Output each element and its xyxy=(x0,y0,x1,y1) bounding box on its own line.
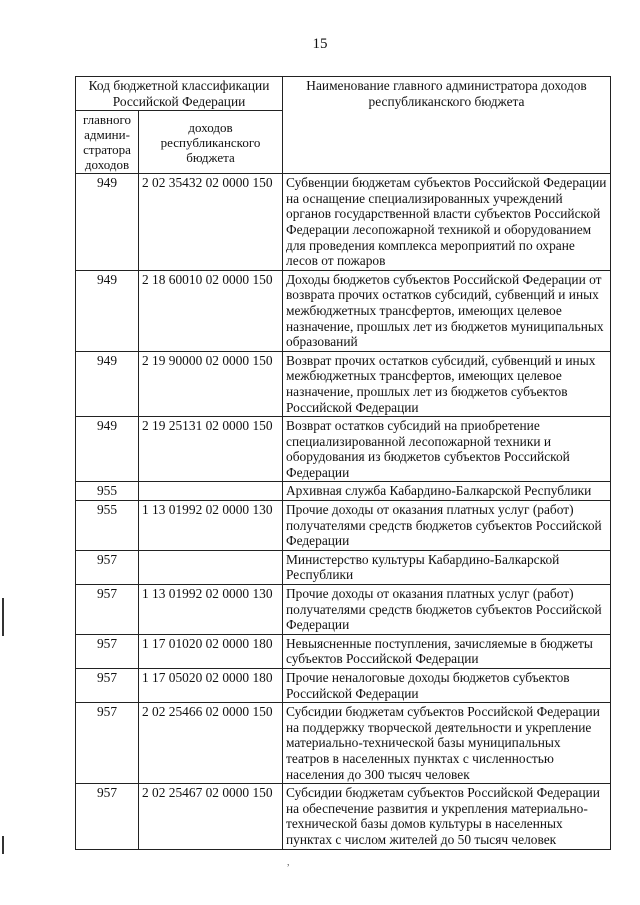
table-row xyxy=(76,585,611,635)
admin-code-cell: 957 xyxy=(76,585,139,635)
revenue-name-cell: Прочие доходы от оказания платных услуг (работ) получателями средств бюджетов субъектов Российской Федерации xyxy=(283,501,611,551)
admin-code-cell: 955 xyxy=(76,482,139,501)
admin-code-cell: 957 xyxy=(76,634,139,668)
revenue-code-cell: 2 02 25466 02 0000 150 xyxy=(139,703,283,784)
revenue-name-cell: Прочие доходы от оказания платных услуг (работ) получателями средств бюджетов субъектов Российской Федерации xyxy=(283,585,611,635)
scan-edge-mark xyxy=(2,836,4,854)
revenue-code-cell xyxy=(139,482,283,501)
budget-classification-table xyxy=(75,76,611,850)
table-row xyxy=(76,669,611,703)
admin-code-cell: 949 xyxy=(76,270,139,351)
revenue-code-cell: 1 17 01020 02 0000 180 xyxy=(139,634,283,668)
table-row xyxy=(76,550,611,584)
revenue-name-cell: Министерство культуры Кабардино-Балкарской Республики xyxy=(283,550,611,584)
revenue-code-cell: 2 02 35432 02 0000 150 xyxy=(139,174,283,271)
revenue-code-cell: 2 19 90000 02 0000 150 xyxy=(139,351,283,416)
header-main-administrator: главного админи-стратора доходов xyxy=(76,111,139,174)
admin-code-cell: 957 xyxy=(76,784,139,849)
header-administrator-name: Наименование главного администратора доходов республиканского бюджета xyxy=(283,77,611,174)
revenue-code-cell: 1 13 01992 02 0000 130 xyxy=(139,585,283,635)
table-row xyxy=(76,174,611,271)
revenue-name-cell: Субвенции бюджетам субъектов Российской Федерации на оснащение специализированных учреждений органов государственной власти субъектов Российской Федерации лесопожарной техникой и оборудованием для проведения комплекса мероприятий по охране лесов от пожаров xyxy=(283,174,611,271)
revenue-name-cell: Доходы бюджетов субъектов Российской Федерации от возврата прочих остатков субсидий, субвенций и иных межбюджетных трансфертов, имеющих целевое назначение, прошлых лет из бюджетов муниципальных образований xyxy=(283,270,611,351)
revenue-code-cell: 2 19 25131 02 0000 150 xyxy=(139,417,283,482)
revenue-name-cell: Субсидии бюджетам субъектов Российской Федерации на обеспечение развития и укрепления материально-технической базы домов культуры в населенных пунктах с числом жителей до 50 тысяч человек xyxy=(283,784,611,849)
table-row xyxy=(76,703,611,784)
table-row xyxy=(76,417,611,482)
table-header-row xyxy=(76,77,611,111)
revenue-name-cell: Возврат прочих остатков субсидий, субвенций и иных межбюджетных трансфертов, имеющих целевое назначение, прошлых лет из бюджетов субъектов Российской Федерации xyxy=(283,351,611,416)
table-row xyxy=(76,634,611,668)
revenue-code-cell: 2 18 60010 02 0000 150 xyxy=(139,270,283,351)
admin-code-cell: 949 xyxy=(76,417,139,482)
revenue-name-cell: Возврат остатков субсидий на приобретение специализированной лесопожарной техники и оборудования из бюджетов субъектов Российской Федерации xyxy=(283,417,611,482)
revenue-name-cell: Невыясненные поступления, зачисляемые в бюджеты субъектов Российской Федерации xyxy=(283,634,611,668)
header-budget-classification-code: Код бюджетной классификации Российской Федерации xyxy=(76,77,283,111)
admin-code-cell: 957 xyxy=(76,703,139,784)
table-row xyxy=(76,501,611,551)
admin-code-cell: 957 xyxy=(76,669,139,703)
admin-code-cell: 957 xyxy=(76,550,139,584)
revenue-name-cell: Прочие неналоговые доходы бюджетов субъектов Российской Федерации xyxy=(283,669,611,703)
revenue-code-cell: 1 17 05020 02 0000 180 xyxy=(139,669,283,703)
admin-code-cell: 949 xyxy=(76,351,139,416)
table-row xyxy=(76,482,611,501)
revenue-name-cell: Архивная служба Кабардино-Балкарской Республики xyxy=(283,482,611,501)
revenue-code-cell: 1 13 01992 02 0000 130 xyxy=(139,501,283,551)
scan-edge-mark xyxy=(2,598,4,636)
revenue-name-cell: Субсидии бюджетам субъектов Российской Федерации на поддержку творческой деятельности и укрепление материально-технической базы муниципальных театров в населенных пунктах с численностью населения до 300 тысяч человек xyxy=(283,703,611,784)
page-number: 15 xyxy=(312,36,328,52)
table-row xyxy=(76,784,611,849)
revenue-code-cell xyxy=(139,550,283,584)
table-row xyxy=(76,351,611,416)
admin-code-cell: 949 xyxy=(76,174,139,271)
scan-speck: , xyxy=(287,857,290,868)
revenue-code-cell: 2 02 25467 02 0000 150 xyxy=(139,784,283,849)
header-revenue-code: доходов республиканского бюджета xyxy=(139,111,283,174)
admin-code-cell: 955 xyxy=(76,501,139,551)
table-row xyxy=(76,270,611,351)
